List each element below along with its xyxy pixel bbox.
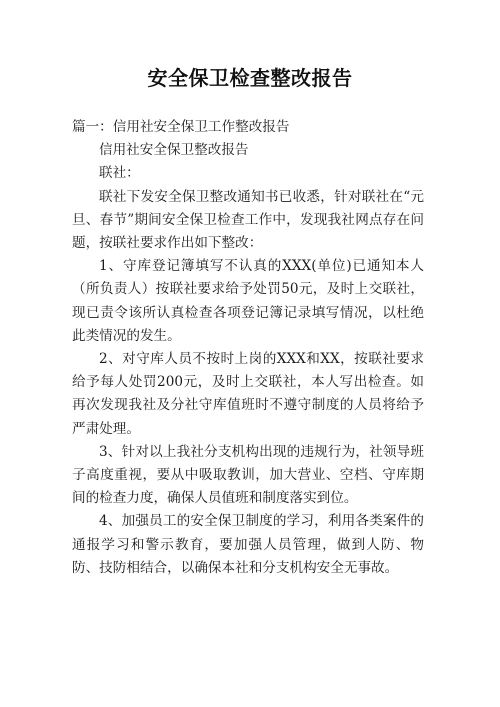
report-subtitle: 信用社安全保卫整改报告 [99, 142, 249, 159]
body-paragraph-item-3: 3、针对以上我社分支机构出现的违规行为，社领导班子高度重视，要从中吸取教训，加大营业、空档、守库期间的检查力度，确保人员值班和制度落实到位。 [72, 443, 424, 507]
body-paragraph-item-4: 4、加强员工的安全保卫制度的学习，利用各类案件的通报学习和警示教育，要加强人员管理，做到人防、物防、技防相结合，以确保本社和分支机构安全无事故。 [72, 513, 424, 576]
section-heading: 篇一：信用社安全保卫工作整改报告 [72, 119, 290, 135]
body-paragraph-item-2: 2、对守库人员不按时上岗的XXX和XX，按联社要求给予每人处罚200元，及时上交联社，本人写出检查。如再次发现我社及分社守库值班时不遵守制度的人员将给予严肃处理。 [72, 351, 424, 437]
document-title: 安全保卫检查整改报告 [147, 66, 353, 90]
salutation: 联社： [99, 165, 140, 182]
body-paragraph-item-1: 1、守库登记簿填写不认真的XXX(单位)已通知本人（所负责人）按联社要求给予处罚50元，及时上交联社，现已责令该所认真检查各项登记簿记录填写情况，以杜绝此类情况的发生。 [72, 258, 424, 344]
body-paragraph-intro: 联社下发安全保卫整改通知书已收悉，针对联社在“元旦、春节”期间安全保卫检查工作中，发现我社网点存在问题，按联社要求作出如下整改： [72, 188, 424, 252]
document-body [72, 116, 424, 580]
